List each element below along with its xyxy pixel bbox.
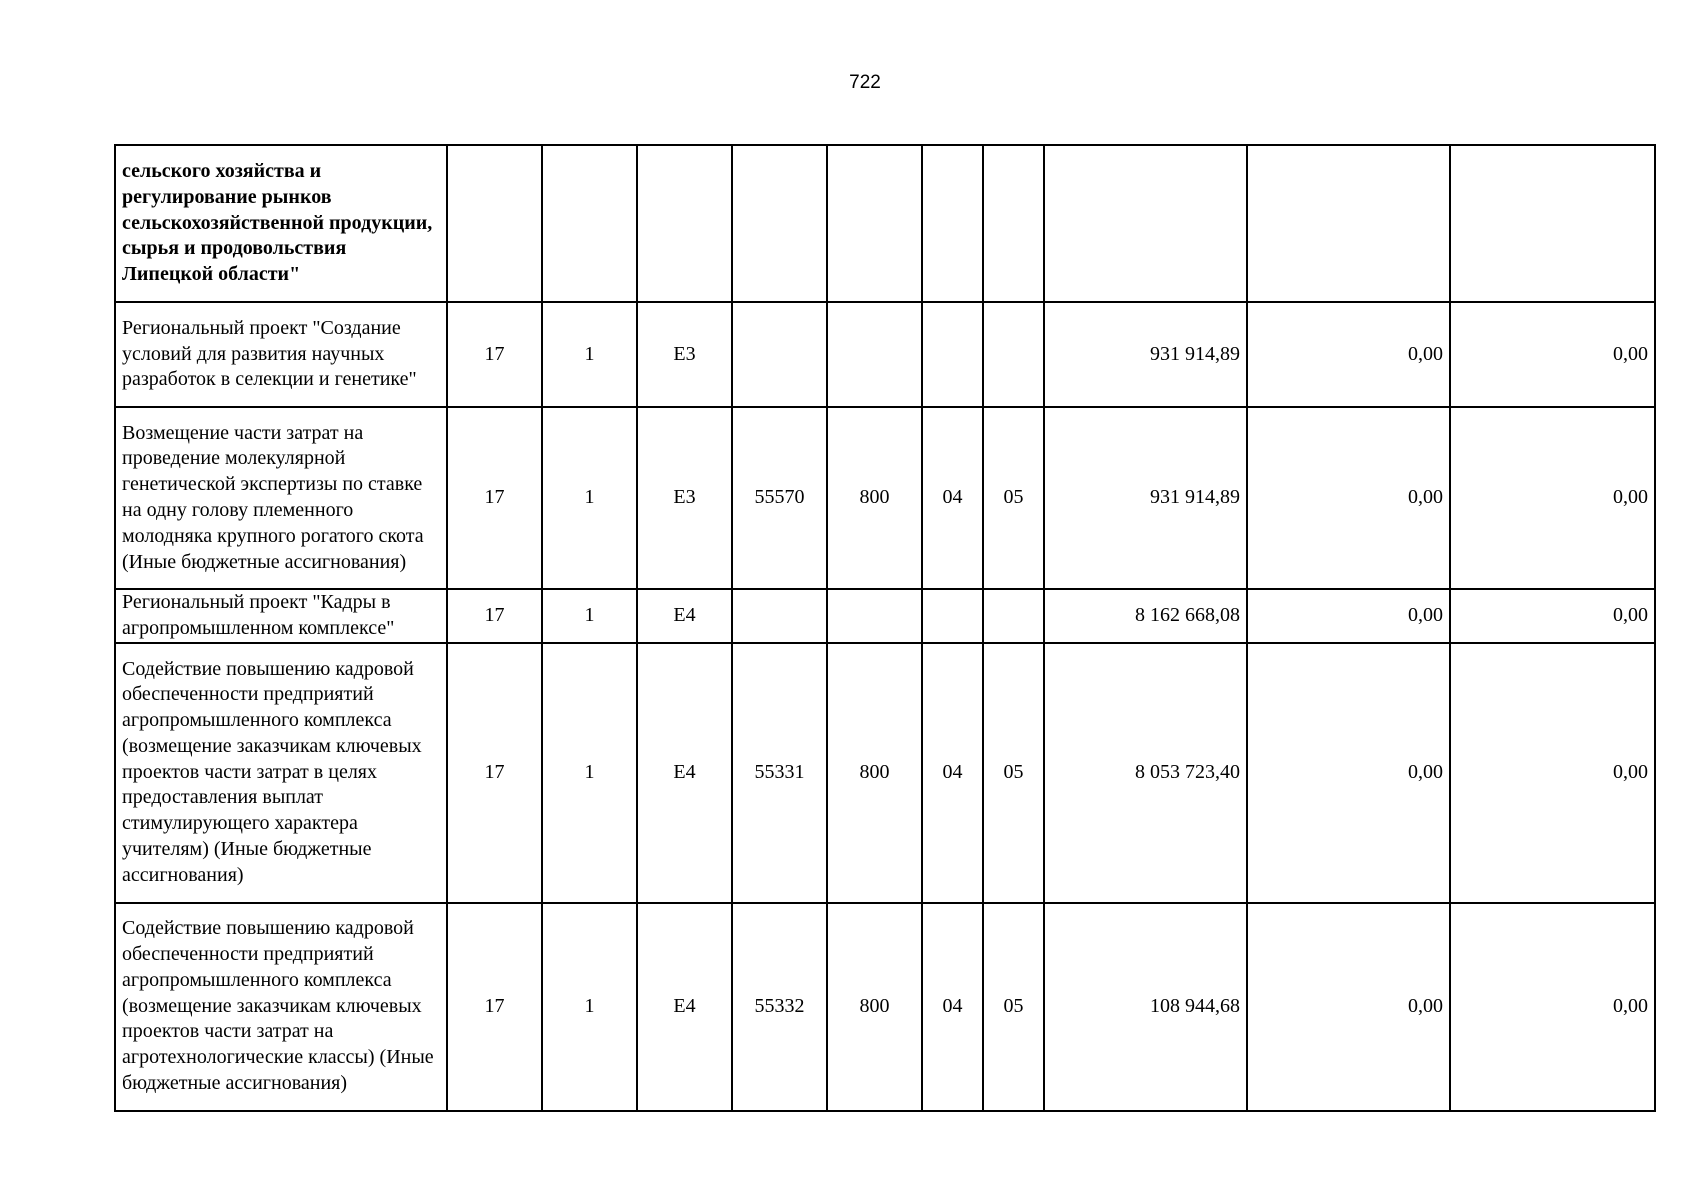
amount-cell: 0,00 — [1450, 589, 1655, 643]
code-cell: E4 — [637, 643, 732, 903]
code-cell — [447, 145, 542, 302]
code-cell: 800 — [827, 407, 922, 589]
amount-cell: 0,00 — [1247, 643, 1450, 903]
code-cell: 1 — [542, 407, 637, 589]
code-cell: 800 — [827, 903, 922, 1111]
table-row — [115, 407, 1655, 589]
code-cell: 17 — [447, 302, 542, 407]
code-cell: E3 — [637, 407, 732, 589]
table-row — [115, 589, 1655, 643]
code-cell — [983, 589, 1044, 643]
amount-cell — [1450, 145, 1655, 302]
row-name: сельского хозяйства и регулирование рынков сельскохозяйственной продукции, сырья и продовольствия Липецкой области" — [115, 145, 447, 302]
code-cell: 17 — [447, 589, 542, 643]
amount-cell: 0,00 — [1450, 643, 1655, 903]
budget-table — [114, 144, 1656, 1112]
code-cell: 1 — [542, 302, 637, 407]
row-name: Региональный проект "Создание условий для развития научных разработок в селекции и генетике" — [115, 302, 447, 407]
page-number: 722 — [849, 72, 881, 93]
code-cell: 17 — [447, 903, 542, 1111]
code-cell: 04 — [922, 407, 983, 589]
code-cell: 05 — [983, 407, 1044, 589]
code-cell: E4 — [637, 589, 732, 643]
row-name: Возмещение части затрат на проведение молекулярной генетической экспертизы по ставке на одну голову племенного молодняка крупного рогатого скота (Иные бюджетные ассигнования) — [115, 407, 447, 589]
code-cell: 55332 — [732, 903, 827, 1111]
amount-cell: 0,00 — [1247, 589, 1450, 643]
code-cell: 1 — [542, 903, 637, 1111]
code-cell — [827, 145, 922, 302]
row-name: Содействие повышению кадровой обеспеченности предприятий агропромышленного комплекса (возмещение заказчикам ключевых проектов части затрат в целях предоставления выплат стимулирующего характера учителям) (Иные бюджетные ассигнования) — [115, 643, 447, 903]
table-row — [115, 302, 1655, 407]
code-cell — [922, 145, 983, 302]
code-cell: 800 — [827, 643, 922, 903]
amount-cell: 108 944,68 — [1044, 903, 1247, 1111]
code-cell: 55570 — [732, 407, 827, 589]
code-cell: 04 — [922, 903, 983, 1111]
code-cell: 04 — [922, 643, 983, 903]
amount-cell: 0,00 — [1450, 302, 1655, 407]
code-cell — [732, 145, 827, 302]
code-cell: 17 — [447, 643, 542, 903]
row-name: Региональный проект "Кадры в агропромышленном комплексе" — [115, 589, 447, 643]
code-cell — [983, 145, 1044, 302]
code-cell — [732, 302, 827, 407]
amount-cell: 0,00 — [1450, 407, 1655, 589]
code-cell: 1 — [542, 589, 637, 643]
code-cell — [827, 589, 922, 643]
code-cell — [542, 145, 637, 302]
amount-cell — [1044, 145, 1247, 302]
amount-cell: 0,00 — [1247, 903, 1450, 1111]
amount-cell: 931 914,89 — [1044, 302, 1247, 407]
code-cell — [827, 302, 922, 407]
code-cell: E4 — [637, 903, 732, 1111]
table-row — [115, 145, 1655, 302]
code-cell — [922, 589, 983, 643]
table-row — [115, 643, 1655, 903]
amount-cell: 8 053 723,40 — [1044, 643, 1247, 903]
code-cell: 05 — [983, 903, 1044, 1111]
code-cell: E3 — [637, 302, 732, 407]
code-cell — [922, 302, 983, 407]
amount-cell: 0,00 — [1247, 302, 1450, 407]
code-cell: 05 — [983, 643, 1044, 903]
amount-cell: 8 162 668,08 — [1044, 589, 1247, 643]
amount-cell — [1247, 145, 1450, 302]
code-cell: 17 — [447, 407, 542, 589]
code-cell: 55331 — [732, 643, 827, 903]
code-cell: 1 — [542, 643, 637, 903]
amount-cell: 0,00 — [1247, 407, 1450, 589]
row-name: Содействие повышению кадровой обеспеченности предприятий агропромышленного комплекса (возмещение заказчикам ключевых проектов части затрат на агротехнологические классы) (Иные бюджетные ассигнования) — [115, 903, 447, 1111]
table-row — [115, 903, 1655, 1111]
code-cell — [637, 145, 732, 302]
amount-cell: 931 914,89 — [1044, 407, 1247, 589]
code-cell — [983, 302, 1044, 407]
code-cell — [732, 589, 827, 643]
amount-cell: 0,00 — [1450, 903, 1655, 1111]
